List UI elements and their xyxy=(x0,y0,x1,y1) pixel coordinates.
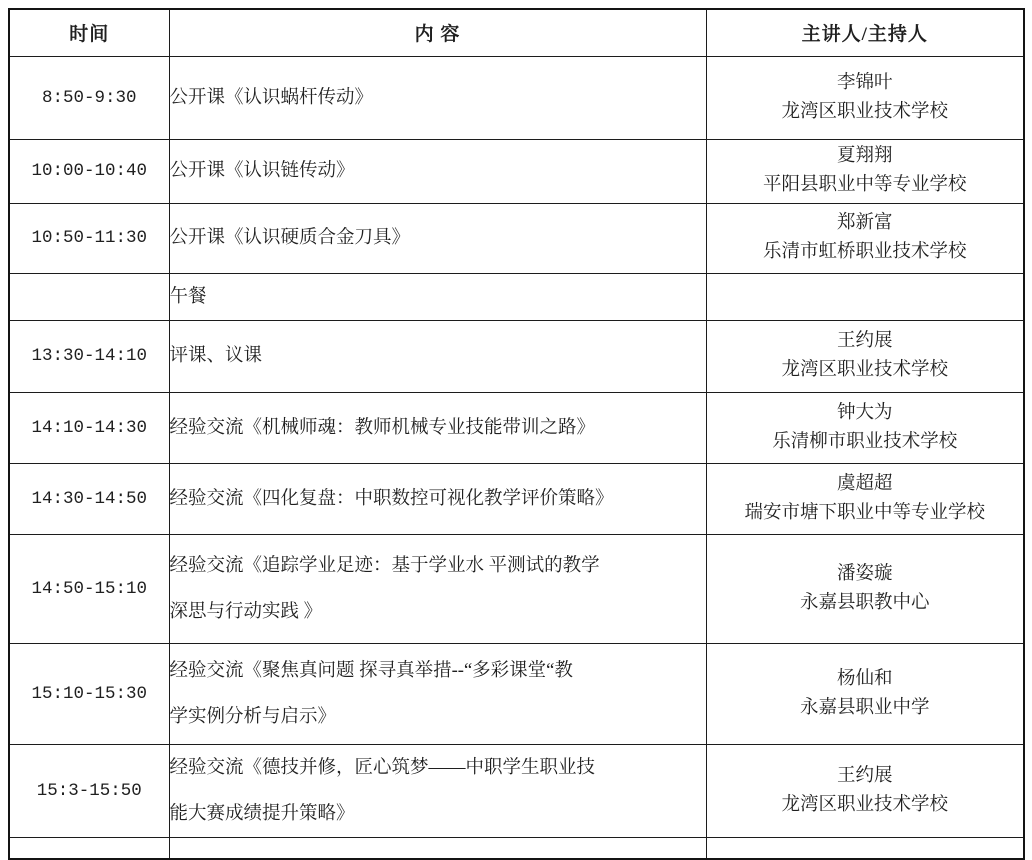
speaker-cell xyxy=(706,273,1024,320)
speaker-name: 杨仙和 xyxy=(836,668,893,689)
content-cell xyxy=(169,837,706,859)
content-cell xyxy=(169,139,706,203)
content-cell xyxy=(169,273,706,320)
speaker-name: 夏翔翔 xyxy=(836,146,893,166)
speaker-name: 王约展 xyxy=(836,331,893,351)
content-cell xyxy=(169,744,706,837)
speaker-cell xyxy=(706,139,1024,203)
speaker-school: 永嘉县职业中学 xyxy=(799,697,930,718)
table-row xyxy=(9,463,1024,534)
content-line: 公开课《认识链传动》 xyxy=(169,161,355,181)
header-time: 时间 xyxy=(9,9,169,56)
time-cell: 10:00-10:40 xyxy=(9,139,169,203)
speaker-name: 王约展 xyxy=(836,765,893,786)
table-row xyxy=(9,744,1024,837)
speaker-cell xyxy=(706,643,1024,744)
time-cell xyxy=(9,273,169,320)
speaker-cell xyxy=(706,463,1024,534)
content-line: 公开课《认识硬质合金刀具》 xyxy=(169,228,411,248)
speaker-cell xyxy=(706,534,1024,643)
content-cell xyxy=(169,463,706,534)
table-row xyxy=(9,643,1024,744)
speaker-cell xyxy=(706,320,1024,392)
content-cell xyxy=(169,56,706,139)
time-cell: 13:30-14:10 xyxy=(9,320,169,392)
speaker-name: 郑新富 xyxy=(836,213,893,233)
time-cell: 14:30-14:50 xyxy=(9,463,169,534)
content-line: 经验交流《追踪学业足迹：基于学业水 平测试的教学 xyxy=(169,555,600,576)
time-cell: 10:50-11:30 xyxy=(9,203,169,273)
speaker-name: 虞超超 xyxy=(836,473,893,494)
table-row-partial xyxy=(9,837,1024,859)
table-row xyxy=(9,320,1024,392)
speaker-school: 永嘉县职教中心 xyxy=(799,592,930,613)
time-cell: 14:10-14:30 xyxy=(9,392,169,463)
table-row xyxy=(9,392,1024,463)
speaker-school: 龙湾区职业技术学校 xyxy=(781,360,948,380)
speaker-school: 乐清市虹桥职业技术学校 xyxy=(762,242,967,262)
table-row xyxy=(9,273,1024,320)
content-cell xyxy=(169,203,706,273)
speaker-cell xyxy=(706,392,1024,463)
time-cell: 15:3-15:50 xyxy=(9,744,169,837)
header-content: 内 容 xyxy=(169,9,706,56)
speaker-cell xyxy=(706,203,1024,273)
content-line: 经验交流《四化复盘：中职数控可视化教学评价策略》 xyxy=(169,488,614,509)
speaker-name: 潘姿璇 xyxy=(836,563,893,584)
content-cell xyxy=(169,392,706,463)
table-row xyxy=(9,203,1024,273)
content-line: 经验交流《机械师魂：教师机械专业技能带训之路》 xyxy=(169,417,596,438)
content-line: 经验交流《聚焦真问题 探寻真举措--“多彩课堂“教 xyxy=(169,660,573,681)
speaker-school: 龙湾区职业技术学校 xyxy=(781,101,948,122)
time-cell xyxy=(9,837,169,859)
speaker-school: 瑞安市塘下职业中等专业学校 xyxy=(744,502,985,523)
speaker-cell xyxy=(706,837,1024,859)
speaker-name: 李锦叶 xyxy=(836,72,893,93)
schedule-table xyxy=(8,8,1025,860)
content-line: 经验交流《德技并修，匠心筑梦——中职学生职业技 xyxy=(169,757,596,778)
time-cell: 8:50-9:30 xyxy=(9,56,169,139)
table-row xyxy=(9,139,1024,203)
speaker-cell xyxy=(706,56,1024,139)
content-cell xyxy=(169,643,706,744)
speaker-school: 乐清柳市职业技术学校 xyxy=(772,431,958,452)
speaker-school: 龙湾区职业技术学校 xyxy=(781,794,948,815)
schedule-document xyxy=(8,8,1025,860)
time-cell: 15:10-15:30 xyxy=(9,643,169,744)
content-line: 公开课《认识蜗杆传动》 xyxy=(169,87,374,108)
content-line: 学实例分析与启示》 xyxy=(169,706,337,727)
content-cell xyxy=(169,320,706,392)
content-line: 能大赛成绩提升策略》 xyxy=(169,803,355,824)
content-line: 深思与行动实践 》 xyxy=(169,601,323,622)
header-speaker: 主讲人/主持人 xyxy=(706,9,1024,56)
header-row xyxy=(9,9,1024,56)
content-line: 评课、议课 xyxy=(169,346,263,366)
content-cell xyxy=(169,534,706,643)
table-row xyxy=(9,534,1024,643)
speaker-name: 钟大为 xyxy=(836,402,893,423)
speaker-cell xyxy=(706,744,1024,837)
table-row xyxy=(9,56,1024,139)
content-line: 午餐 xyxy=(169,286,207,307)
speaker-school: 平阳县职业中等专业学校 xyxy=(762,175,967,195)
time-cell: 14:50-15:10 xyxy=(9,534,169,643)
